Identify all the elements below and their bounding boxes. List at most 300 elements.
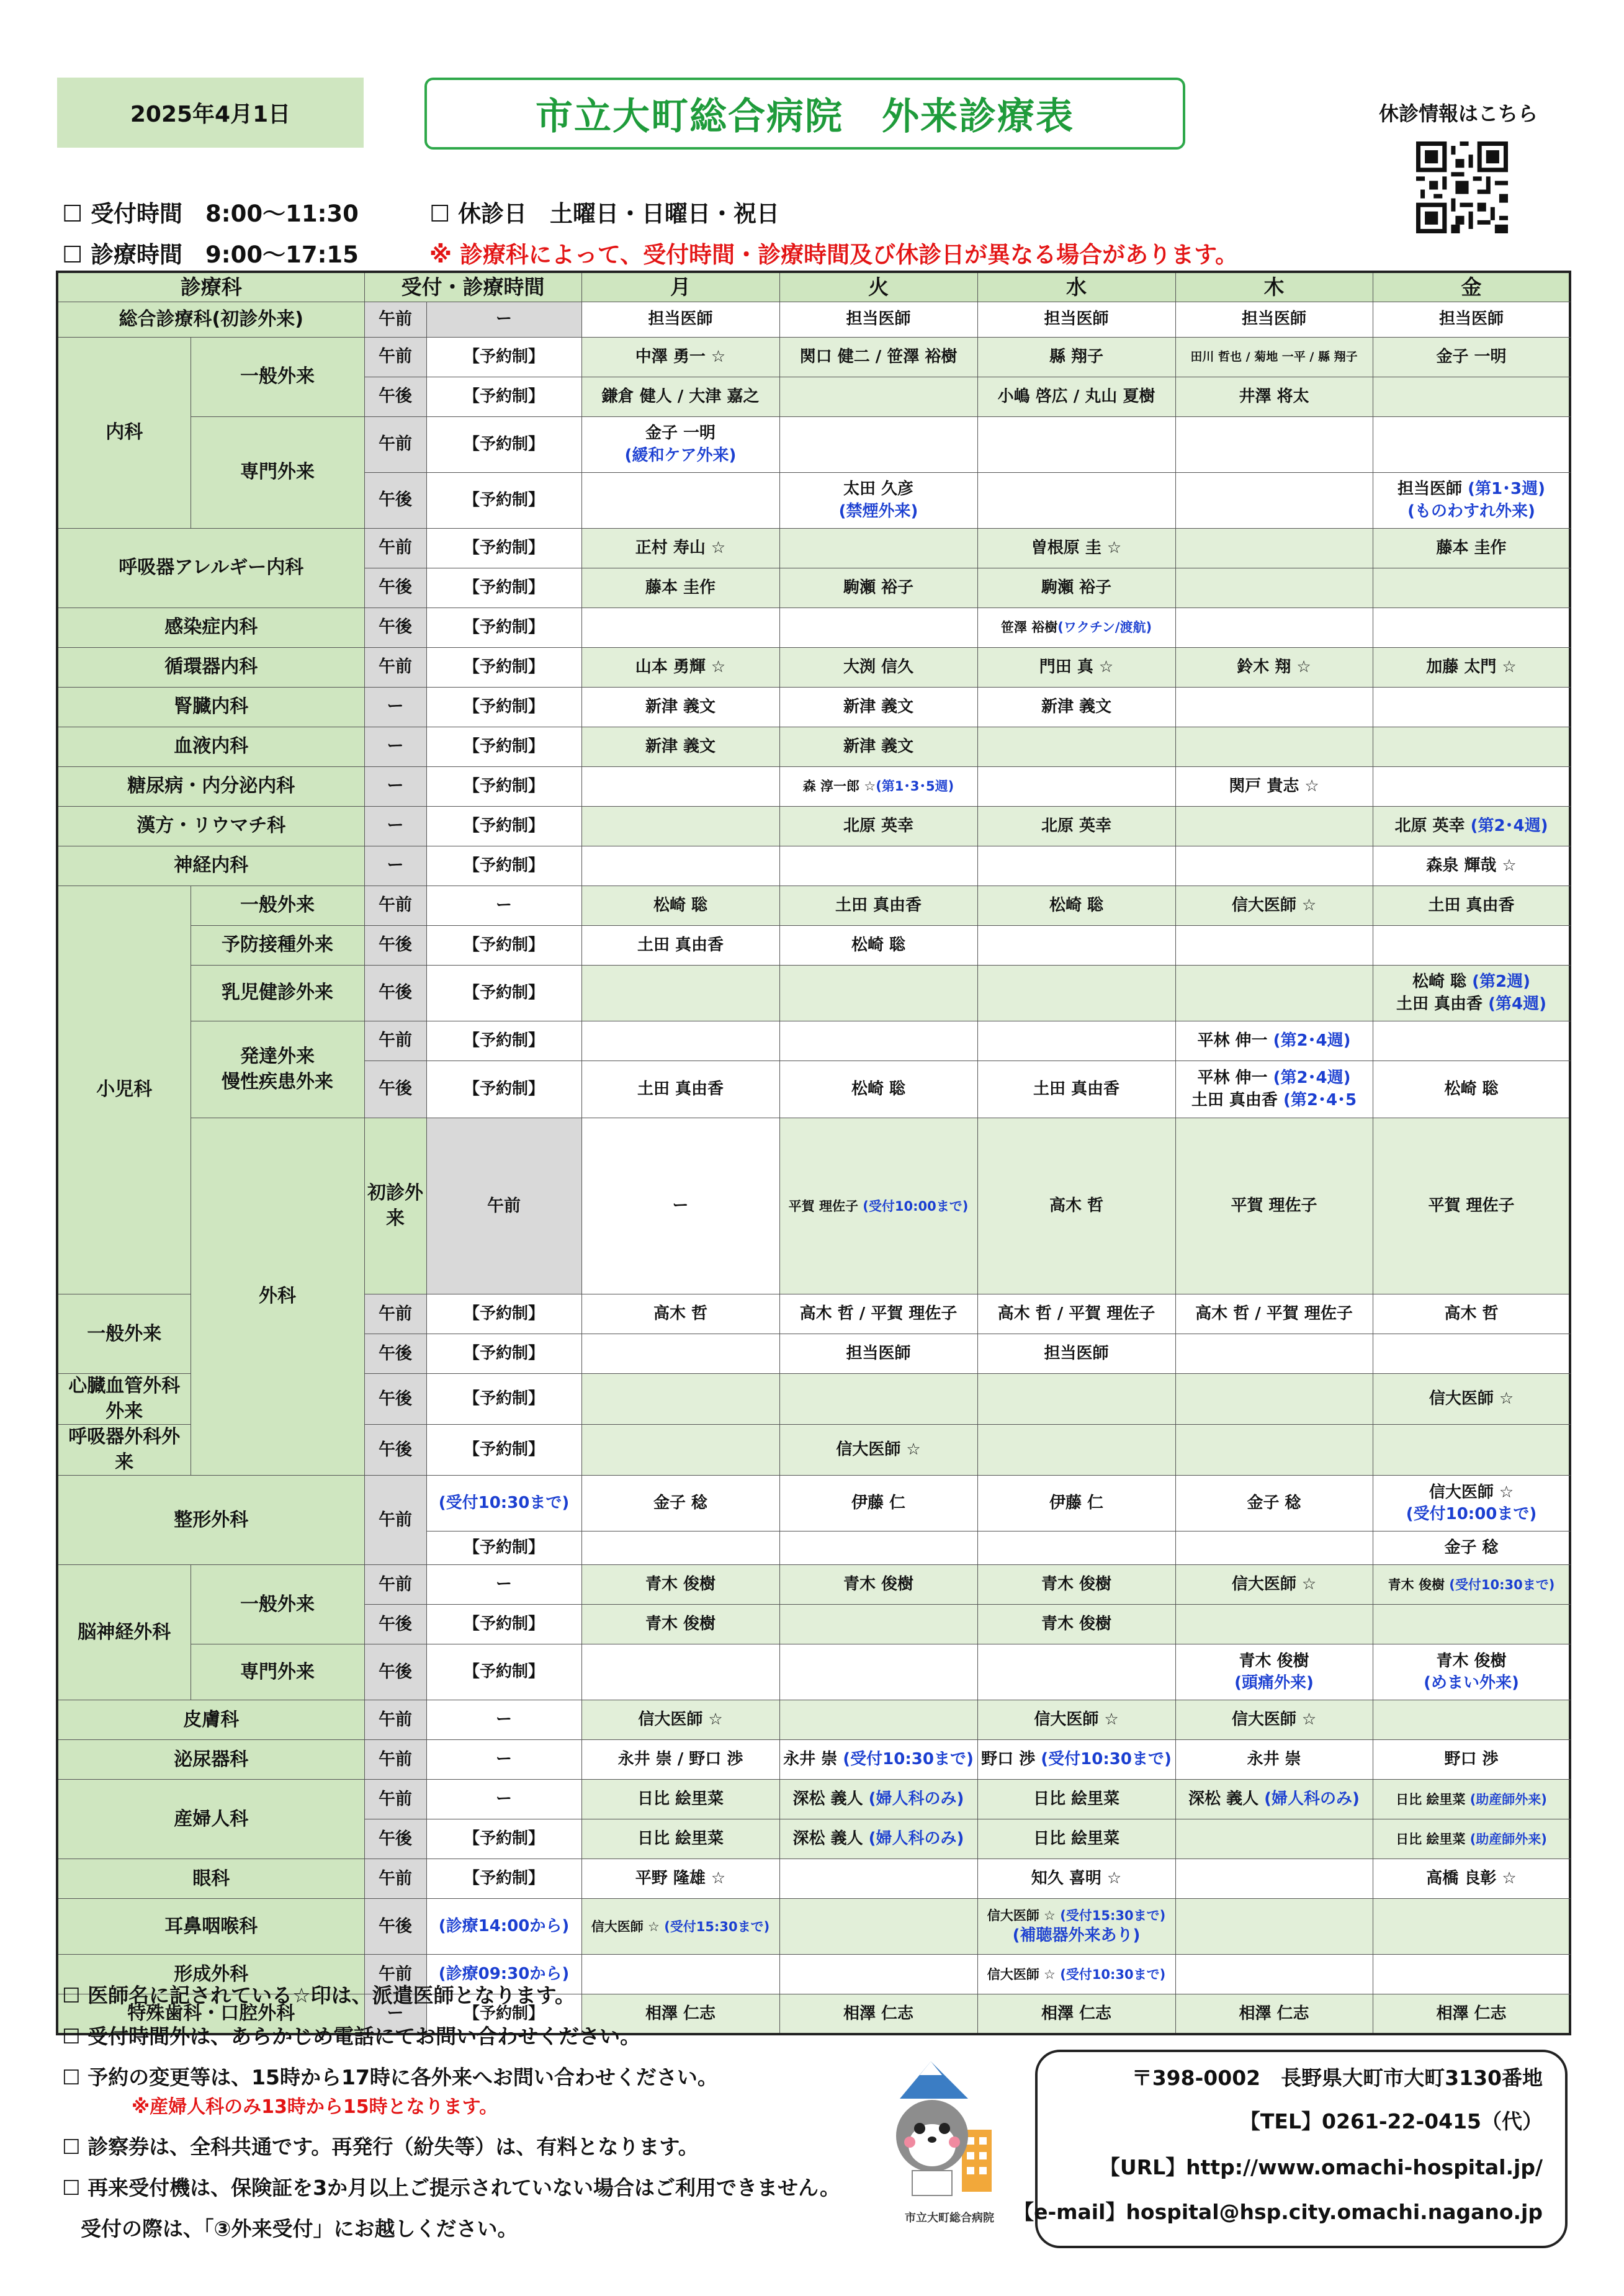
- sub-dept: 初診外来: [364, 1118, 426, 1294]
- reservation-system: 【予約制】: [426, 1644, 581, 1700]
- doctor-cell: [1373, 1605, 1570, 1644]
- doctor-cell: [1175, 1425, 1373, 1476]
- doctor-cell: [1175, 1859, 1373, 1899]
- doctor-cell: 担当医師: [779, 302, 977, 338]
- doctor-cell: [581, 767, 779, 807]
- issue-date: 2025年4月1日: [57, 78, 364, 148]
- doctor-cell: 青木 俊樹: [581, 1565, 779, 1605]
- doctor-cell: [977, 767, 1175, 807]
- doctor-cell: 日比 絵里菜: [581, 1780, 779, 1819]
- time-slot: 午後: [364, 568, 426, 608]
- note-outside-hours: ☐ 受付時間外は、あらかじめ電話にてお問い合わせください。: [62, 2024, 641, 2048]
- dept-name: 血液内科: [57, 727, 364, 767]
- doctor-cell: 信大医師 ☆ (受付15:30まで) (補聴器外来あり): [977, 1899, 1175, 1955]
- reservation-system: (受付10:30まで): [426, 1476, 581, 1531]
- dept-name: 総合診療科(初診外来): [57, 302, 364, 338]
- doctor-cell: [1175, 966, 1373, 1021]
- doctor-cell: [1175, 1531, 1373, 1565]
- reservation-system: (診療14:00から): [426, 1899, 581, 1955]
- doctor-cell: [779, 1700, 977, 1740]
- doctor-cell: 相澤 仁志: [581, 1994, 779, 2034]
- doctor-cell: [1175, 1605, 1373, 1644]
- time-slot: 午前: [364, 1955, 426, 1994]
- reservation-system: ー: [581, 1118, 779, 1294]
- doctor-cell: 関戸 貴志 ☆: [1175, 767, 1373, 807]
- doctor-cell: [1175, 417, 1373, 473]
- doctor-cell: [581, 473, 779, 529]
- doctor-cell: [1175, 727, 1373, 767]
- doctor-cell: 日比 絵里菜 (助産師外来): [1373, 1780, 1570, 1819]
- doctor-cell: [1175, 688, 1373, 727]
- doctor-cell: [1373, 926, 1570, 966]
- reservation-system: ー: [426, 302, 581, 338]
- doctor-cell: [977, 727, 1175, 767]
- schedule-warning: ※ 診療科によって、受付時間・診療時間及び休診日が異なる場合があります。: [429, 241, 1239, 268]
- header-mon: 月: [581, 272, 779, 302]
- doctor-cell: [1373, 417, 1570, 473]
- doctor-cell: 永井 崇 (受付10:30まで): [779, 1740, 977, 1780]
- mascot-icon: [887, 2055, 999, 2204]
- time-slot: 午後: [364, 473, 426, 529]
- doctor-cell: 高木 哲: [1373, 1294, 1570, 1334]
- doctor-cell: 信大医師 ☆: [1373, 1374, 1570, 1425]
- doctor-cell: 土田 真由香: [779, 886, 977, 926]
- doctor-cell: 野口 渉 (受付10:30まで): [977, 1740, 1175, 1780]
- doctor-cell: 大渕 信久: [779, 648, 977, 688]
- outpatient-schedule-table: [56, 271, 1571, 2035]
- doctor-cell: 青木 俊樹 (めまい外来): [1373, 1644, 1570, 1700]
- doctor-cell: [977, 1531, 1175, 1565]
- doctor-cell: [779, 1955, 977, 1994]
- website-link[interactable]: 【URL】http://www.omachi-hospital.jp/: [1099, 2155, 1543, 2179]
- doctor-cell: [779, 1644, 977, 1700]
- doctor-cell: 平賀 理佐子: [1175, 1118, 1373, 1294]
- reservation-system: 【予約制】: [426, 473, 581, 529]
- note-patient-card: ☐ 診察券は、全科共通です。再発行（紛失等）は、有料となります。: [62, 2135, 699, 2159]
- closed-days: ☐ 休診日 土曜日・日曜日・祝日: [429, 200, 780, 227]
- doctor-cell: 新津 義文: [581, 727, 779, 767]
- note-reception-desk: 受付の際は、「③外来受付」にお越しください。: [81, 2217, 518, 2241]
- reservation-system: 【予約制】: [426, 1859, 581, 1899]
- doctor-cell: [1175, 568, 1373, 608]
- note-reservation-change: ☐ 予約の変更等は、15時から17時に各外来へお問い合わせください。: [62, 2065, 718, 2089]
- email-link[interactable]: 【e-mail】hospital@hsp.city.omachi.nagano.jp: [1013, 2200, 1543, 2224]
- reservation-system: 【予約制】: [426, 1605, 581, 1644]
- doctor-cell: [1373, 377, 1570, 417]
- doctor-cell: 信大医師 ☆: [1175, 1565, 1373, 1605]
- time-slot: 午後: [364, 966, 426, 1021]
- doctor-cell: 新津 義文: [779, 727, 977, 767]
- sub-dept: 一般外来: [191, 338, 364, 417]
- time-slot: 午前: [364, 886, 426, 926]
- doctor-cell: 山本 勇輝 ☆: [581, 648, 779, 688]
- reservation-system: 【予約制】: [426, 767, 581, 807]
- header-fri: 金: [1373, 272, 1570, 302]
- doctor-cell: [1373, 1955, 1570, 1994]
- doctor-cell: 高木 哲 / 平賀 理佐子: [1175, 1294, 1373, 1334]
- sub-dept: 発達外来 慢性疾患外来: [191, 1021, 364, 1118]
- doctor-cell: 平林 伸一 (第2･4週) 土田 真由香 (第2･4･5: [1175, 1061, 1373, 1118]
- doctor-cell: [1175, 846, 1373, 886]
- sub-dept: 一般外来: [57, 1294, 191, 1374]
- doctor-cell: [977, 417, 1175, 473]
- sub-dept: 心臓血管外科外来: [57, 1374, 191, 1425]
- time-slot: 午前: [426, 1118, 581, 1294]
- reservation-system: 【予約制】: [426, 1294, 581, 1334]
- hospital-logo-text: 市立大町総合病院: [905, 2212, 994, 2225]
- doctor-cell: [779, 377, 977, 417]
- sub-dept: 一般外来: [191, 886, 364, 926]
- doctor-cell: 松崎 聡: [977, 886, 1175, 926]
- doctor-cell: 松崎 聡: [1373, 1061, 1570, 1118]
- reservation-system: 【予約制】: [426, 846, 581, 886]
- doctor-cell: 知久 喜明 ☆: [977, 1859, 1175, 1899]
- dept-name: 小児科: [57, 886, 191, 1294]
- note-reception-machine: ☐ 再来受付機は、保険証を3か月以上ご提示されていない場合はご利用できません。: [62, 2176, 841, 2200]
- doctor-cell: 担当医師 (第1･3週) (ものわすれ外来): [1373, 473, 1570, 529]
- doctor-cell: 門田 真 ☆: [977, 648, 1175, 688]
- doctor-cell: [1175, 1819, 1373, 1859]
- doctor-cell: 駒瀬 裕子: [779, 568, 977, 608]
- doctor-cell: [779, 1021, 977, 1061]
- dept-name: 整形外科: [57, 1476, 364, 1565]
- header-wed: 水: [977, 272, 1175, 302]
- doctor-cell: 相澤 仁志: [1175, 1994, 1373, 2034]
- doctor-cell: 深松 義人 (婦人科のみ): [779, 1780, 977, 1819]
- contact-box: [1013, 2050, 1568, 2248]
- doctor-cell: 相澤 仁志: [1373, 1994, 1570, 2034]
- doctor-cell: 信大医師 ☆: [581, 1700, 779, 1740]
- time-slot: 午後: [364, 1819, 426, 1859]
- doctor-cell: 北原 英幸: [779, 807, 977, 846]
- time-slot: ー: [364, 688, 426, 727]
- time-slot: 午後: [364, 1061, 426, 1118]
- doctor-cell: 田川 哲也 / 菊地 一平 / 縣 翔子: [1175, 338, 1373, 377]
- doctor-cell: 高木 哲: [977, 1118, 1175, 1294]
- doctor-cell: [581, 1644, 779, 1700]
- time-slot: ー: [364, 807, 426, 846]
- doctor-cell: [1373, 767, 1570, 807]
- dept-name: 脳神経外科: [57, 1565, 191, 1700]
- reservation-system: 【予約制】: [426, 1334, 581, 1374]
- time-slot: 午前: [364, 1021, 426, 1061]
- reservation-system: 【予約制】: [426, 807, 581, 846]
- doctor-cell: 笹澤 裕樹(ワクチン/渡航): [977, 608, 1175, 648]
- doctor-cell: [1373, 608, 1570, 648]
- doctor-cell: 伊藤 仁: [977, 1476, 1175, 1531]
- phone: 【TEL】0261-22-0415（代）: [1239, 2109, 1543, 2133]
- doctor-cell: [581, 966, 779, 1021]
- doctor-cell: 平賀 理佐子 (受付10:00まで): [779, 1118, 977, 1294]
- doctor-cell: 伊藤 仁: [779, 1476, 977, 1531]
- doctor-cell: 土田 真由香: [1373, 886, 1570, 926]
- doctor-cell: [581, 807, 779, 846]
- doctor-cell: 青木 俊樹 (受付10:30まで): [1373, 1565, 1570, 1605]
- time-slot: 午後: [364, 1425, 426, 1476]
- doctor-cell: [581, 1374, 779, 1425]
- dept-name: 形成外科: [57, 1955, 364, 1994]
- time-slot: 午後: [364, 1605, 426, 1644]
- doctor-cell: 松崎 聡 (第2週) 土田 真由香 (第4週): [1373, 966, 1570, 1021]
- doctor-cell: 縣 翔子: [977, 338, 1175, 377]
- dept-name: 外科: [191, 1118, 364, 1476]
- reservation-system: ー: [426, 886, 581, 926]
- time-slot: 午後: [364, 1644, 426, 1700]
- dept-name: 皮膚科: [57, 1700, 364, 1740]
- doctor-cell: 青木 俊樹: [977, 1605, 1175, 1644]
- reservation-system: 【予約制】: [426, 1531, 581, 1565]
- header-thu: 木: [1175, 272, 1373, 302]
- doctor-cell: 相澤 仁志: [977, 1994, 1175, 2034]
- doctor-cell: [581, 608, 779, 648]
- doctor-cell: [977, 846, 1175, 886]
- reservation-system: 【予約制】: [426, 417, 581, 473]
- doctor-cell: 信大医師 ☆ (受付10:30まで): [977, 1955, 1175, 1994]
- doctor-cell: [779, 846, 977, 886]
- reservation-system: 【予約制】: [426, 568, 581, 608]
- sub-dept: 乳児健診外来: [191, 966, 364, 1021]
- reservation-system: ー: [426, 1740, 581, 1780]
- doctor-cell: 井澤 将太: [1175, 377, 1373, 417]
- doctor-cell: [1175, 529, 1373, 568]
- doctor-cell: 信大医師 ☆: [779, 1425, 977, 1476]
- doctor-cell: 担当医師: [1175, 302, 1373, 338]
- doctor-cell: [1373, 688, 1570, 727]
- doctor-cell: [977, 473, 1175, 529]
- doctor-cell: 新津 義文: [977, 688, 1175, 727]
- reservation-system: 【予約制】: [426, 1994, 581, 2034]
- dept-name: 特殊歯科・口腔外科: [57, 1994, 364, 2034]
- reservation-system: 【予約制】: [426, 648, 581, 688]
- doctor-cell: [1373, 1425, 1570, 1476]
- doctor-cell: [779, 1605, 977, 1644]
- reservation-system: 【予約制】: [426, 1061, 581, 1118]
- doctor-cell: 深松 義人 (婦人科のみ): [1175, 1780, 1373, 1819]
- time-slot: ー: [364, 727, 426, 767]
- doctor-cell: [779, 1531, 977, 1565]
- reservation-system: ー: [426, 1700, 581, 1740]
- doctor-cell: [779, 1899, 977, 1955]
- sub-dept: 予防接種外来: [191, 926, 364, 966]
- doctor-cell: 担当医師: [1373, 302, 1570, 338]
- doctor-cell: [1175, 807, 1373, 846]
- header-time: 受付・診療時間: [364, 272, 581, 302]
- time-slot: 午後: [364, 377, 426, 417]
- dept-name: 腎臓内科: [57, 688, 364, 727]
- time-slot: 午後: [364, 1374, 426, 1425]
- doctor-cell: 青木 俊樹: [977, 1565, 1175, 1605]
- doctor-cell: 平野 隆雄 ☆: [581, 1859, 779, 1899]
- doctor-cell: 藤本 圭作: [581, 568, 779, 608]
- dept-name: 耳鼻咽喉科: [57, 1899, 364, 1955]
- doctor-cell: 森 淳一郎 ☆(第1･3･5週): [779, 767, 977, 807]
- doctor-cell: 藤本 圭作: [1373, 529, 1570, 568]
- reservation-system: 【予約制】: [426, 377, 581, 417]
- doctor-cell: 平賀 理佐子: [1373, 1118, 1570, 1294]
- doctor-cell: [1373, 1334, 1570, 1374]
- doctor-cell: 金子 一明 (緩和ケア外来): [581, 417, 779, 473]
- doctor-cell: 金子 稔: [1373, 1531, 1570, 1565]
- reservation-system: 【予約制】: [426, 966, 581, 1021]
- doctor-cell: 新津 義文: [779, 688, 977, 727]
- doctor-cell: [1175, 608, 1373, 648]
- doctor-cell: [779, 1859, 977, 1899]
- doctor-cell: [1373, 568, 1570, 608]
- sub-dept: 一般外来: [191, 1565, 364, 1644]
- doctor-cell: [1175, 1955, 1373, 1994]
- time-slot: 午後: [364, 926, 426, 966]
- doctor-cell: [1373, 1700, 1570, 1740]
- reservation-system: 【予約制】: [426, 1819, 581, 1859]
- doctor-cell: 北原 英幸 (第2･4週): [1373, 807, 1570, 846]
- doctor-cell: 青木 俊樹 (頭痛外来): [1175, 1644, 1373, 1700]
- doctor-cell: [779, 529, 977, 568]
- doctor-cell: [581, 1334, 779, 1374]
- doctor-cell: 高木 哲: [581, 1294, 779, 1334]
- doctor-cell: [581, 1531, 779, 1565]
- doctor-cell: [779, 966, 977, 1021]
- time-slot: 午前: [364, 1740, 426, 1780]
- dept-name: 漢方・リウマチ科: [57, 807, 364, 846]
- dept-name: 産婦人科: [57, 1780, 364, 1859]
- doctor-cell: 信大医師 ☆ (受付10:00まで): [1373, 1476, 1570, 1531]
- doctor-cell: 駒瀬 裕子: [977, 568, 1175, 608]
- doctor-cell: 金子 稔: [1175, 1476, 1373, 1531]
- reservation-system: 【予約制】: [426, 608, 581, 648]
- doctor-cell: 相澤 仁志: [779, 1994, 977, 2034]
- doctor-cell: 日比 絵里菜: [581, 1819, 779, 1859]
- dept-name: 泌尿器科: [57, 1740, 364, 1780]
- doctor-cell: 土田 真由香: [977, 1061, 1175, 1118]
- reservation-system: (診療09:30から): [426, 1955, 581, 1994]
- doctor-cell: 日比 絵里菜: [977, 1780, 1175, 1819]
- time-slot: 午前: [364, 417, 426, 473]
- doctor-cell: [977, 926, 1175, 966]
- page-title: 市立大町総合病院 外来診療表: [424, 78, 1185, 150]
- doctor-cell: 高橋 良彰 ☆: [1373, 1859, 1570, 1899]
- dept-name: 循環器内科: [57, 648, 364, 688]
- doctor-cell: 松崎 聡: [581, 886, 779, 926]
- doctor-cell: 信大医師 ☆: [1175, 1700, 1373, 1740]
- postal-address: 〒398-0002 長野県大町市大町3130番地: [1131, 2066, 1543, 2090]
- doctor-cell: [1373, 1021, 1570, 1061]
- qr-code-icon[interactable]: [1416, 141, 1508, 233]
- doctor-cell: 永井 崇: [1175, 1740, 1373, 1780]
- doctor-cell: [977, 966, 1175, 1021]
- reservation-system: 【予約制】: [426, 926, 581, 966]
- doctor-cell: [779, 417, 977, 473]
- time-slot: 午後: [364, 608, 426, 648]
- doctor-cell: [977, 1021, 1175, 1061]
- header-tue: 火: [779, 272, 977, 302]
- time-slot: 午前: [364, 648, 426, 688]
- time-slot: ー: [364, 846, 426, 886]
- reservation-system: 【予約制】: [426, 688, 581, 727]
- sub-dept: 専門外来: [191, 417, 364, 529]
- doctor-cell: 担当医師: [977, 1334, 1175, 1374]
- doctor-cell: 土田 真由香: [581, 1061, 779, 1118]
- sub-dept: 専門外来: [191, 1644, 364, 1700]
- time-slot: 午前: [364, 1700, 426, 1740]
- doctor-cell: 信大医師 ☆: [977, 1700, 1175, 1740]
- reservation-system: 【予約制】: [426, 727, 581, 767]
- doctor-cell: 松崎 聡: [779, 1061, 977, 1118]
- reservation-system: 【予約制】: [426, 1021, 581, 1061]
- consultation-time: ☐ 診療時間 9:00～17:15: [62, 241, 359, 268]
- reservation-system: 【予約制】: [426, 529, 581, 568]
- doctor-cell: [1175, 473, 1373, 529]
- reservation-system: 【予約制】: [426, 1425, 581, 1476]
- doctor-cell: 担当医師: [779, 1334, 977, 1374]
- dept-name: 神経内科: [57, 846, 364, 886]
- doctor-cell: 鈴木 翔 ☆: [1175, 648, 1373, 688]
- doctor-cell: 青木 俊樹: [581, 1605, 779, 1644]
- doctor-cell: [1373, 727, 1570, 767]
- doctor-cell: [977, 1425, 1175, 1476]
- doctor-cell: [977, 1644, 1175, 1700]
- doctor-cell: 金子 稔: [581, 1476, 779, 1531]
- doctor-cell: 森泉 輝哉 ☆: [1373, 846, 1570, 886]
- sub-dept: 呼吸器外科外来: [57, 1425, 191, 1476]
- time-slot: 午前: [364, 1859, 426, 1899]
- doctor-cell: [581, 1425, 779, 1476]
- time-slot: 午前: [364, 529, 426, 568]
- doctor-cell: 深松 義人 (婦人科のみ): [779, 1819, 977, 1859]
- doctor-cell: 信大医師 ☆: [1175, 886, 1373, 926]
- time-slot: ー: [364, 767, 426, 807]
- time-slot: 午前: [364, 302, 426, 338]
- reservation-system: ー: [426, 1780, 581, 1819]
- time-slot: 午前: [364, 338, 426, 377]
- reservation-system: 【予約制】: [426, 1374, 581, 1425]
- doctor-cell: 金子 一明: [1373, 338, 1570, 377]
- note-dispatch: ☐ 医師名に記されている☆印は、派遣医師となります。: [62, 1983, 576, 2007]
- note-obstetrics: ※産婦人科のみ13時から15時となります。: [132, 2096, 498, 2118]
- time-slot: 午前: [364, 1294, 426, 1334]
- doctor-cell: 信大医師 ☆ (受付15:30まで): [581, 1899, 779, 1955]
- doctor-cell: [581, 1021, 779, 1061]
- doctor-cell: 中澤 勇一 ☆: [581, 338, 779, 377]
- doctor-cell: 小嶋 啓広 / 丸山 夏樹: [977, 377, 1175, 417]
- dept-name: 内科: [57, 338, 191, 529]
- reservation-system: 【予約制】: [426, 338, 581, 377]
- time-slot: ー: [364, 1994, 426, 2034]
- qr-label: 休診情報はこちら: [1378, 102, 1538, 125]
- doctor-cell: 担当医師: [581, 302, 779, 338]
- doctor-cell: 正村 寿山 ☆: [581, 529, 779, 568]
- doctor-cell: 野口 渉: [1373, 1740, 1570, 1780]
- doctor-cell: [581, 1955, 779, 1994]
- time-slot: 午前: [364, 1476, 426, 1565]
- doctor-cell: 太田 久彦 (禁煙外来): [779, 473, 977, 529]
- dept-name: 眼科: [57, 1859, 364, 1899]
- time-slot: 午後: [364, 1899, 426, 1955]
- doctor-cell: 松崎 聡: [779, 926, 977, 966]
- doctor-cell: 関口 健二 / 笹澤 裕樹: [779, 338, 977, 377]
- doctor-cell: [1175, 1899, 1373, 1955]
- doctor-cell: 担当医師: [977, 302, 1175, 338]
- doctor-cell: 曽根原 圭 ☆: [977, 529, 1175, 568]
- reservation-system: ー: [426, 1565, 581, 1605]
- doctor-cell: 土田 真由香: [581, 926, 779, 966]
- doctor-cell: [779, 1374, 977, 1425]
- doctor-cell: [581, 846, 779, 886]
- doctor-cell: 青木 俊樹: [779, 1565, 977, 1605]
- time-slot: 午前: [364, 1565, 426, 1605]
- doctor-cell: 日比 絵里菜: [977, 1819, 1175, 1859]
- doctor-cell: [1175, 1334, 1373, 1374]
- reception-time: ☐ 受付時間 8:00～11:30: [62, 200, 359, 227]
